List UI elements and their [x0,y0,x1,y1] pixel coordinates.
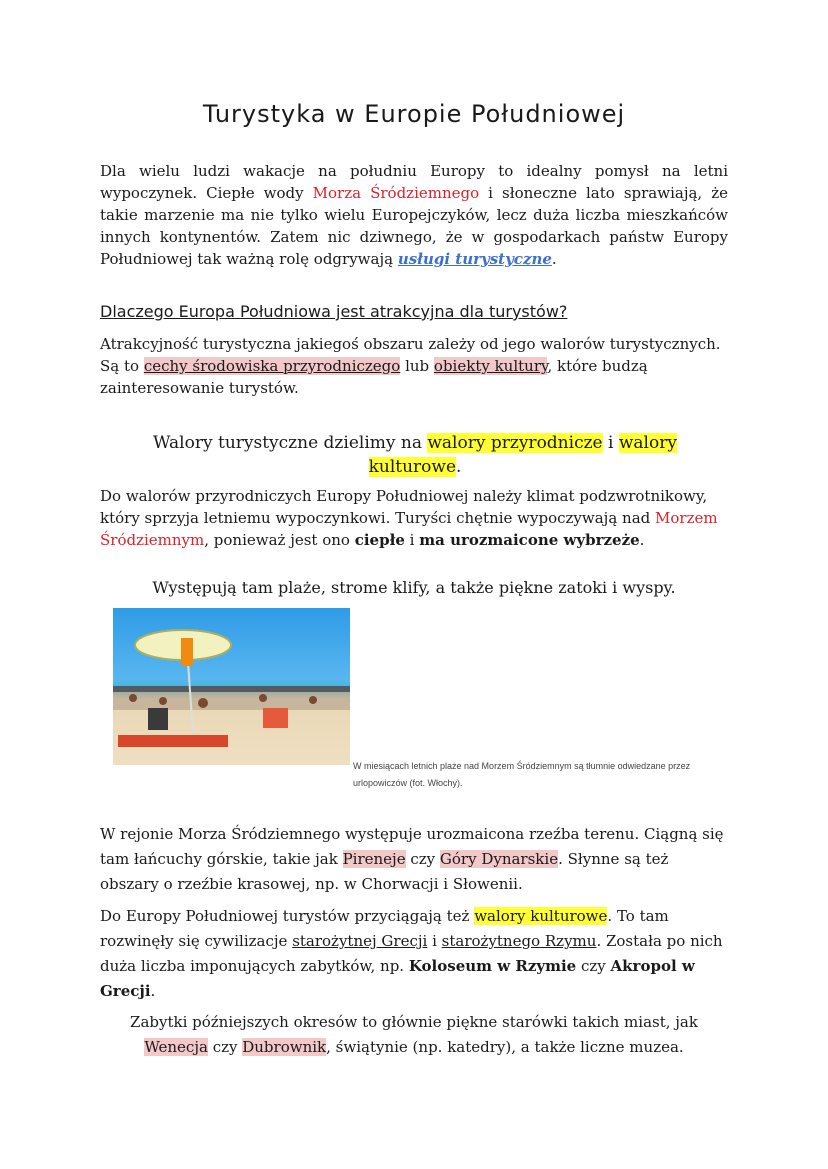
highlighted-phrase: ciepłe [354,531,405,549]
section-heading: Dlaczego Europa Południowa jest atrakcyjna dla turystów? [100,302,568,321]
text-segment: , świątynie (np. katedry), a także liczne muzea. [326,1038,684,1056]
text-segment: Do Europy Południowej turystów przyciągają też [100,907,475,925]
highlighted-phrase: Dubrownik [242,1038,327,1056]
highlighted-phrase: Morzem Śródziemnym [100,509,718,549]
highlighted-phrase: Pireneje [342,850,406,868]
highlighted-phrase: starożytnej Grecji [292,932,428,950]
text-segment: i [404,531,420,549]
services-link[interactable]: usługi turystyczne [397,250,552,268]
text-segment: Walory turystyczne dzielimy na [153,433,428,453]
text-segment: i [602,433,619,453]
text-segment: Występują tam plaże, strome klify, a także piękne zatoki i wyspy. [152,578,676,597]
text-segment: czy [207,1038,243,1056]
text-segment: W rejonie Morza Śródziemnego występuje urozmaicona rzeźba terenu. Ciągną się tam łańcuchy górskie, takie jak [100,825,724,868]
coast-features-paragraph [100,578,728,597]
highlighted-phrase: cechy środowiska przyrodniczego [143,357,401,375]
attractiveness-paragraph [100,333,728,399]
text-segment: . [150,982,156,1000]
text-segment: . [639,531,645,549]
highlighted-phrase: starożytnego Rzymu [441,932,597,950]
highlighted-phrase: walory kulturowe [368,433,677,477]
highlighted-phrase: walory przyrodnicze [427,433,603,453]
highlighted-phrase: walory kulturowe [474,907,608,925]
highlighted-phrase: obiekty kultury [433,357,548,375]
highlighted-phrase: Koloseum w Rzymie [408,957,577,975]
highlighted-phrase: Góry Dynarskie [439,850,559,868]
text-segment: Do walorów przyrodniczych Europy Południowej należy klimat podzwrotnikowy, który sprzyja letniemu wypoczynkowi. Turyści chętnie wypoczywają nad [100,487,708,527]
text-segment: , które budzą zainteresowanie turystów. [100,357,648,397]
page-title: Turystyka w Europie Południowej [202,100,626,128]
beach-photo [113,608,350,765]
text-segment: . [551,250,557,268]
text-segment: Zabytki późniejszych okresów to głównie piękne starówki takich miast, jak [130,1013,698,1031]
text-segment: . To tam rozwinęły się cywilizacje [100,907,669,950]
text-segment: . [456,457,462,477]
intro-paragraph [100,160,728,270]
text-segment: i słoneczne lato sprawiają, że takie marzenie ma nie tylko wielu Europejczyków, lecz duża liczba mieszkańców innych kontynentów. Zatem nic dziwnego, że w gospodarkach państw Europy Południowej tak ważną rolę odgrywają [100,184,728,268]
highlighted-phrase: Wenecja [144,1038,208,1056]
monuments-paragraph [100,1010,728,1060]
text-segment: czy [405,850,440,868]
text-segment: i [427,932,442,950]
text-segment: czy [576,957,611,975]
cultural-values-paragraph [100,904,728,1004]
text-segment: . Słynne są też obszary o rzeźbie krasowej, np. w Chorwacji i Słowenii. [100,850,669,893]
highlighted-phrase: ma urozmaicone wybrzeże [419,531,640,549]
text-segment: lub [400,357,434,375]
photo-caption: W miesiącach letnich plaże nad Morzem Śródziemnym są tłumnie odwiedzane przez urlopowiczów (fot. Włochy). [353,761,691,788]
text-segment: Atrakcyjność turystyczna jakiegoś obszaru zależy od jego walorów turystycznych. Są to [100,335,721,375]
text-segment: Dla wielu ludzi wakacje na południu Europy to idealny pomysł na letni wypoczynek. Ciepłe wody [100,162,728,202]
text-segment: , ponieważ jest ono [204,531,355,549]
relief-paragraph [100,822,728,897]
highlighted-phrase: Akropol w Grecji [100,957,695,1000]
text-segment: . Została po nich duża liczba imponujących zabytków, np. [100,932,723,975]
highlighted-phrase: Morza Śródziemnego [312,184,480,202]
natural-values-paragraph [100,485,728,551]
values-division-paragraph [130,431,700,479]
